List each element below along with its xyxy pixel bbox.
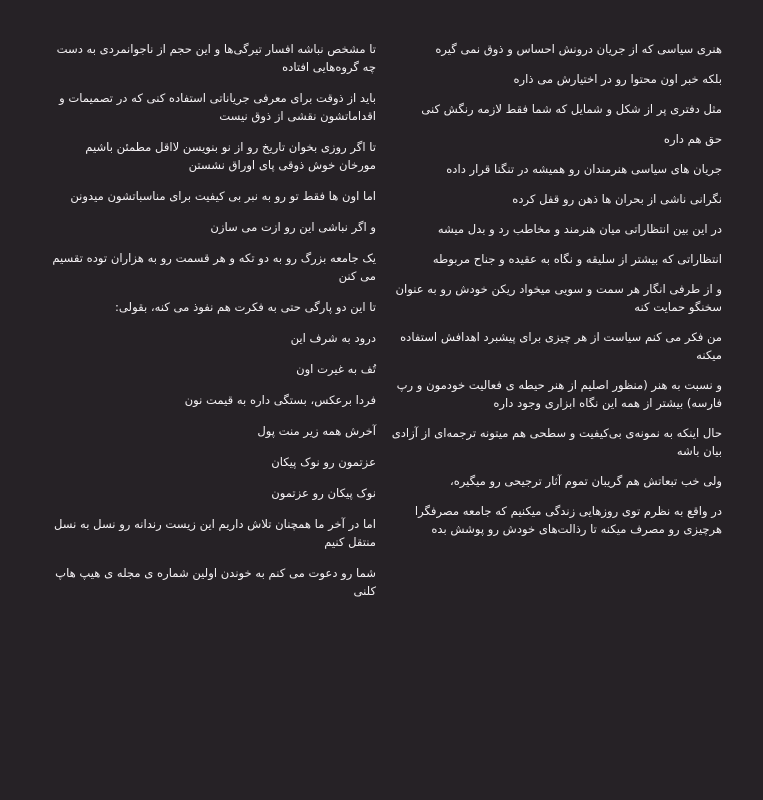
right-paragraph: جریان های سیاسی هنرمندان رو همیشه در تنگنا قرار داده (446, 162, 722, 176)
left-paragraph: اما اون ها فقط تو رو به نبر بی کیفیت برای مناسباتشون میدونن (70, 189, 376, 203)
left-paragraph: تا مشخص نباشه افسار تیرگی‌ها و این حجم از ناجوانمردی به دست چه گروه‌هایی افتاده (56, 42, 376, 74)
poem-line: نوک پیکان رو عزتمون (271, 486, 376, 500)
right-text-column (386, 40, 722, 550)
right-paragraph: حال اینکه به نمونه‌ی بی‌کیفیت و سطحی هم میتونه ترجمه‌ای از آزادی بیان باشه (391, 426, 722, 458)
left-paragraph: تا این دو پارگی حتی به فکرت هم نفوذ می کنه، بقولی: (114, 300, 376, 314)
right-paragraph: انتظاراتی که بیشتر از سلیقه و نگاه به عقیده و جناح مربوطه (432, 252, 722, 266)
right-paragraph: نگرانی ناشی از بحران ها ذهن رو قفل کرده (512, 192, 722, 206)
poem-line: تُف به غیرت اون (296, 362, 376, 376)
left-text-column (46, 40, 376, 613)
right-paragraph: هنری سیاسی که از جریان درونش احساس و ذوق نمی گیره (435, 42, 722, 56)
right-paragraph: مثل دفتری پر از شکل و شمایل که شما فقط لازمه رنگش کنی (421, 102, 722, 116)
right-paragraph: حق هم داره (663, 132, 722, 146)
poem-line: فردا برعکس، بستگی داره به قیمت نون (184, 393, 376, 407)
right-paragraph: و از طرفی انگار هر سمت و سویی میخواد ریکن خودش رو به عنوان سخنگو حمایت کنه (395, 282, 722, 314)
right-paragraph: در واقع به نظرم توی روزهایی زندگی میکنیم که جامعه مصرفگرا هرچیزی رو مصرف میکنه تا رذالت‌های خودش رو پوشش بده (414, 504, 722, 536)
left-paragraph: تا اگر روزی بخوان تاریخ رو از نو بنویسن لااقل مطمئن باشیم مورخان خوش ذوقی پای اوراق نشستن (85, 140, 376, 172)
left-paragraph: اما در آخر ما همچنان تلاش داریم این زیست رندانه رو نسل به نسل منتقل کنیم (54, 517, 376, 549)
closing-paragraph: شما رو دعوت می کنم به خوندن اولین شماره ی مجله ی هیپ هاپ کلنی (55, 566, 376, 598)
right-paragraph: ولی خب تبعاتش هم گریبان تموم آثار ترجیحی رو میگیره، (449, 474, 722, 488)
left-paragraph: یک جامعه بزرگ رو به دو تکه و هر قسمت رو به هزاران توده تقسیم می کنن (52, 251, 376, 283)
left-paragraph: باید از ذوقت برای معرفی جریاناتی استفاده کنی که در تصمیمات و اقداماتشون نقشی از ذوق نیست (59, 91, 376, 123)
poem-line: عزتمون رو نوک پیکان (271, 455, 376, 469)
right-paragraph: بلکه خبر اون محتوا رو در اختیارش می ذاره (513, 72, 722, 86)
right-paragraph: و نسبت به هنر (منظور اصلیم از هنر حیطه ی فعالیت خودمون و رپ فارسه) بیشتر از همه این نگاه ابزاری وجود داره (396, 378, 722, 410)
poem-line: درود به شرف این (290, 331, 376, 345)
right-paragraph: من فکر می کنم سیاست از هر چیزی برای پیشبرد اهدافش استفاده میکنه (400, 330, 722, 362)
poem-line: آخرش همه زیر منت پول (257, 424, 376, 438)
right-paragraph: در این بین انتظاراتی میان هنرمند و مخاطب رد و بدل میشه (437, 222, 722, 236)
left-paragraph: و اگر نباشی این رو ازت می سازن (210, 220, 376, 234)
